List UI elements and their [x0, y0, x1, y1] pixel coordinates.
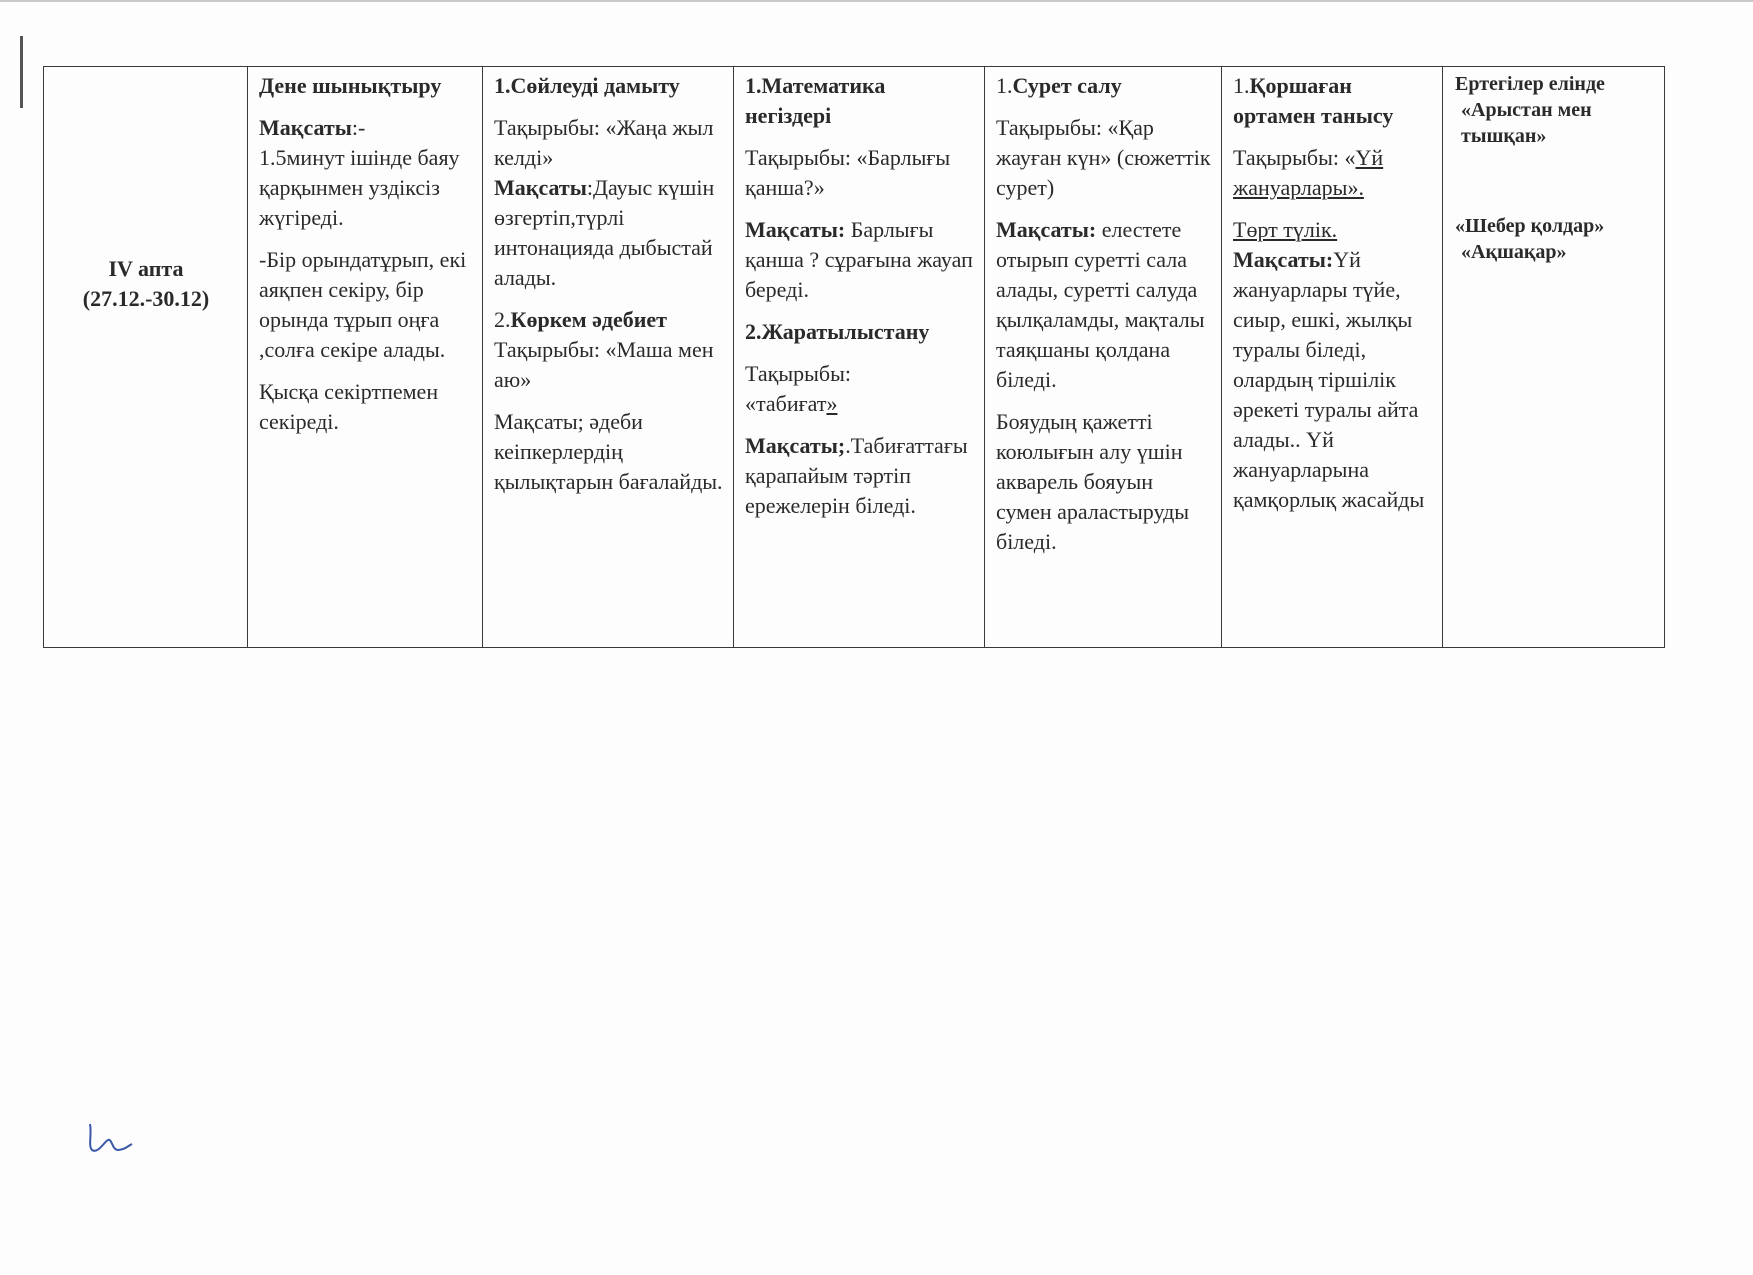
tales-item: «Арыстан мен тышқан»: [1461, 99, 1592, 147]
pe-item-3: Қысқа секіртпемен секіреді.: [259, 379, 439, 434]
speech-cell: [483, 67, 734, 648]
literature-title: 2.Көркем әдебиет: [494, 307, 667, 332]
art-cell: [985, 67, 1222, 648]
craft-title: «Шебер қолдар»: [1455, 215, 1605, 237]
margin-mark: [20, 36, 23, 108]
pe-goal: Мақсаты:-: [259, 115, 366, 140]
tales-cell: [1443, 67, 1665, 648]
speech-title: 1.Сөйлеуді дамыту: [494, 73, 680, 98]
speech-goal: Мақсаты:Дауыс күшін өзгертіп,түрлі интонацияда дыбыстай алады.: [494, 175, 715, 290]
week-cell: [44, 67, 248, 648]
art-title: 1.Сурет салу: [996, 73, 1122, 98]
table-row: [44, 67, 1665, 648]
env-goal: Мақсаты:Үй жануарлары түйе, сиыр, ешкі, жылқы туралы біледі, олардың тіршілік әрекеті туралы айта алады.. Үй жануарларына қамқорлық жасайды: [1233, 247, 1425, 512]
week-label: IV апта: [108, 256, 184, 281]
environment-cell: [1222, 67, 1443, 648]
art-goal: Мақсаты: елестете отырып суретті сала алады, суретті салуда қылқаламды, мақталы таяқшаны қолдана біледі.: [996, 217, 1205, 392]
scan-edge: [0, 0, 1753, 2]
handwritten-mark: [82, 1120, 138, 1156]
art-extra: Бояудың қажетті коюлығын алу үшін акварель бояуын сумен араластыруды біледі.: [996, 409, 1190, 554]
literature-goal: Мақсаты; әдеби кеіпкерлердің қылықтарын бағалайды.: [494, 409, 723, 494]
literature-topic: Тақырыбы: «Маша мен аю»: [494, 337, 714, 392]
tales-title: Ертегілер елінде: [1455, 73, 1605, 95]
pe-title: Дене шынықтыру: [259, 73, 442, 98]
env-topic: Тақырыбы: «Үй жануарлары».: [1233, 145, 1384, 200]
pe-item-2: -Бір орындатұрып, екі аяқпен секіру, бір орында тұрып оңға ,солға секіре алады.: [259, 247, 467, 362]
env-subtopic: Төрт түлік.: [1233, 217, 1338, 242]
math-cell: [734, 67, 985, 648]
math-goal: Мақсаты: Барлығы қанша ? сұрағына жауап береді.: [745, 217, 973, 302]
pe-cell: [248, 67, 483, 648]
nature-topic-label: Тақырыбы:: [745, 361, 851, 386]
pe-goal-text: 1.5минут ішінде баяу қарқынмен уздіксіз жүгіреді.: [259, 145, 460, 230]
env-title: 1.Қоршаған ортамен танысу: [1233, 73, 1394, 128]
speech-topic: Тақырыбы: «Жаңа жыл келді»: [494, 115, 714, 170]
nature-topic: «табиғат»: [745, 391, 838, 416]
math-topic: Тақырыбы: «Барлығы қанша?»: [745, 145, 951, 200]
week-dates: (27.12.-30.12): [82, 286, 210, 311]
nature-title: 2.Жаратылыстану: [745, 319, 930, 344]
nature-goal: Мақсаты;.Табиғаттағы қарапайым тәртіп ережелерін біледі.: [745, 433, 968, 518]
art-topic: Тақырыбы: «Қар жауған күн» (сюжеттік сурет): [996, 115, 1211, 200]
math-title: 1.Математика негіздері: [745, 73, 886, 128]
craft-item: «Ақшақар»: [1461, 241, 1567, 263]
weekly-plan-table: [43, 66, 1665, 648]
